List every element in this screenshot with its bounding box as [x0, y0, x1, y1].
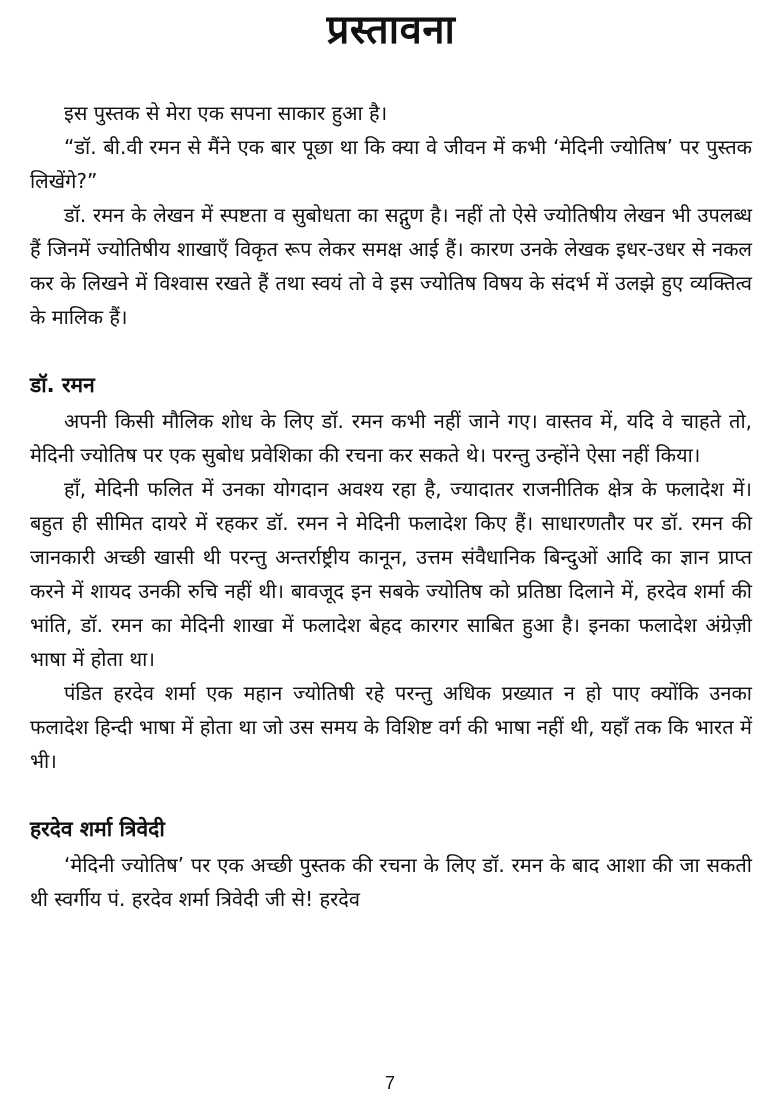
intro-paragraph-1: इस पुस्तक से मेरा एक सपना साकार हुआ है। [64, 101, 388, 125]
intro-paragraph-2: “डॉ. बी.वी रमन से मैंने एक बार पूछा था कि क्या वे जीवन में कभी ‘मेदिनी ज्योतिष’ पर पुस्तक लिखेंगे?” [30, 135, 752, 193]
page-number: 7 [384, 1073, 395, 1093]
hardev-paragraph-1: ‘मेदिनी ज्योतिष’ पर एक अच्छी पुस्तक की रचना के लिए डॉ. रमन के बाद आशा की जा सकती थी स्वर्गीय पं. हरदेव शर्मा त्रिवेदी जी से! हरदेव [30, 853, 752, 911]
raman-paragraph-1: अपनी किसी मौलिक शोध के लिए डॉ. रमन कभी नहीं जाने गए। वास्तव में, यदि वे चाहते तो, मेदिनी ज्योतिष पर एक सुबोध प्रवेशिका की रचना कर सकते थे। परन्तु उन्होंने ऐसा नहीं किया। [30, 409, 752, 467]
page-title: प्रस्तावना [326, 7, 456, 53]
section-heading-raman: डॉ. रमन [30, 373, 95, 397]
section-hardev [30, 814, 752, 916]
intro-section [30, 96, 752, 334]
section-heading-hardev: हरदेव शर्मा त्रिवेदी [30, 817, 165, 841]
raman-paragraph-2: हाँ, मेदिनी फलित में उनका योगदान अवश्य रहा है, ज्यादातर राजनीतिक क्षेत्र के फलादेश में। बहुत ही सीमित दायरे में रहकर डॉ. रमन ने मेदिनी फलादेश किए हैं। साधारणतौर पर डॉ. रमन की जानकारी अच्छी खासी थी परन्तु अन्तर्राष्ट्रीय कानून, उत्तम संवैधानिक बिन्दुओं आदि का ज्ञान प्राप्त करने में शायद उनकी रुचि नहीं थी। बावजूद इन सबके ज्योतिष को प्रतिष्ठा दिलाने में, हरदेव शर्मा की भांति, डॉ. रमन का मेदिनी शाखा में फलादेश बेहद कारगर साबित हुआ है। इनका फलादेश अंग्रेज़ी भाषा में होता था। [30, 477, 752, 671]
raman-paragraph-3: पंडित हरदेव शर्मा एक महान ज्योतिषी रहे परन्तु अधिक प्रख्यात न हो पाए क्योंकि उनका फलादेश हिन्दी भाषा में होता था जो उस समय के विशिष्ट वर्ग की भाषा नहीं थी, यहाँ तक कि भारत में भी। [30, 681, 752, 773]
intro-paragraph-3: डॉ. रमन के लेखन में स्पष्टता व सुबोधता का सद्गुण है। नहीं तो ऐसे ज्योतिषीय लेखन भी उपलब्ध हैं जिनमें ज्योतिषीय शाखाएँ विकृत रूप लेकर समक्ष आई हैं। कारण उनके लेखक इधर-उधर से नकल कर के लिखने में विश्वास रखते हैं तथा स्वयं तो वे इस ज्योतिष विषय के संदर्भ में उलझे हुए व्यक्तित्व के मालिक हैं। [30, 203, 752, 329]
section-raman [30, 370, 752, 778]
